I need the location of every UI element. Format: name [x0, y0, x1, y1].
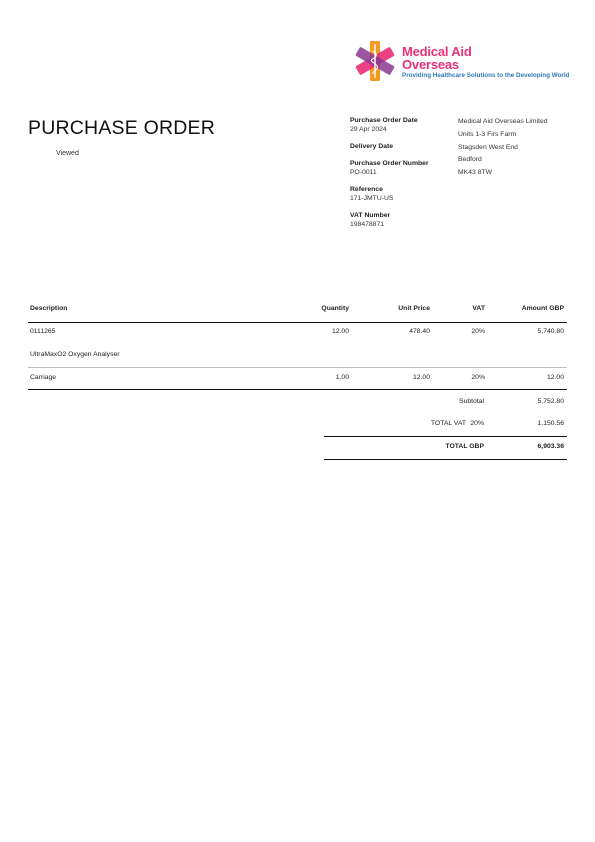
item-quantity: 12.00 — [331, 328, 349, 335]
address-line: Stagsden West End — [458, 143, 518, 151]
header-amount: Amount GBP — [521, 305, 564, 312]
item-description: UltraMaxO2 Oxygen Analyser — [30, 351, 120, 358]
header-description: Description — [30, 305, 68, 312]
address-line: MK43 8TW — [458, 169, 492, 177]
divider — [324, 436, 567, 437]
item-unit-price: 12.00 — [412, 374, 430, 381]
company-logo — [352, 40, 572, 82]
logo-line-2: Overseas — [402, 57, 459, 72]
vat-number-value: 198478871 — [350, 221, 385, 228]
supplier-address — [458, 116, 588, 180]
divider — [324, 459, 567, 460]
item-vat: 20% — [471, 374, 485, 381]
total-vat-rate: 20% — [470, 420, 484, 427]
address-line: Medical Aid Overseas Limited — [458, 118, 548, 125]
po-date-label: Purchase Order Date — [350, 117, 418, 124]
subtotal-label: Subtotal — [459, 398, 484, 405]
header-quantity: Quantity — [321, 305, 349, 312]
address-line: Bedford — [458, 156, 482, 164]
logo-tagline: Providing Healthcare Solutions to the Developing World — [402, 72, 570, 79]
address-line: Units 1-3 Firs Farm — [458, 130, 517, 138]
table-row — [28, 368, 567, 390]
total-value: 6,903.36 — [537, 443, 564, 450]
po-number-label: Purchase Order Number — [350, 160, 429, 167]
total-label: TOTAL GBP — [445, 443, 484, 450]
vat-number-label: VAT Number — [350, 212, 391, 219]
item-amount: 5,740.80 — [537, 328, 564, 335]
item-description: Carriage — [30, 374, 57, 381]
star-of-life-icon — [352, 40, 398, 82]
subtotal-value: 5,752.80 — [537, 398, 564, 405]
table-row — [28, 323, 567, 368]
line-items-table — [28, 305, 567, 390]
po-date-value: 29 Apr 2024 — [350, 126, 387, 133]
item-quantity: 1.00 — [335, 374, 349, 381]
order-meta — [350, 116, 450, 237]
reference-value: 171-JMTU-US — [350, 195, 394, 202]
total-vat-value: 1,150.56 — [537, 420, 564, 427]
page-title: PURCHASE ORDER — [28, 117, 215, 139]
table-header — [28, 305, 567, 323]
header-unit-price: Unit Price — [398, 305, 430, 312]
status-text: Viewed — [56, 150, 79, 157]
item-code: 0111265 — [30, 328, 56, 335]
header-vat: VAT — [472, 305, 485, 312]
item-vat: 20% — [471, 328, 485, 335]
item-amount: 12.00 — [546, 374, 564, 381]
total-vat-label: TOTAL VAT — [430, 420, 466, 427]
logo-line-1: Medical Aid — [402, 44, 472, 59]
delivery-date-label: Delivery Date — [350, 143, 394, 150]
item-unit-price: 478.40 — [409, 328, 430, 335]
reference-label: Reference — [350, 186, 383, 193]
po-number-value: PO-0011 — [350, 169, 377, 176]
